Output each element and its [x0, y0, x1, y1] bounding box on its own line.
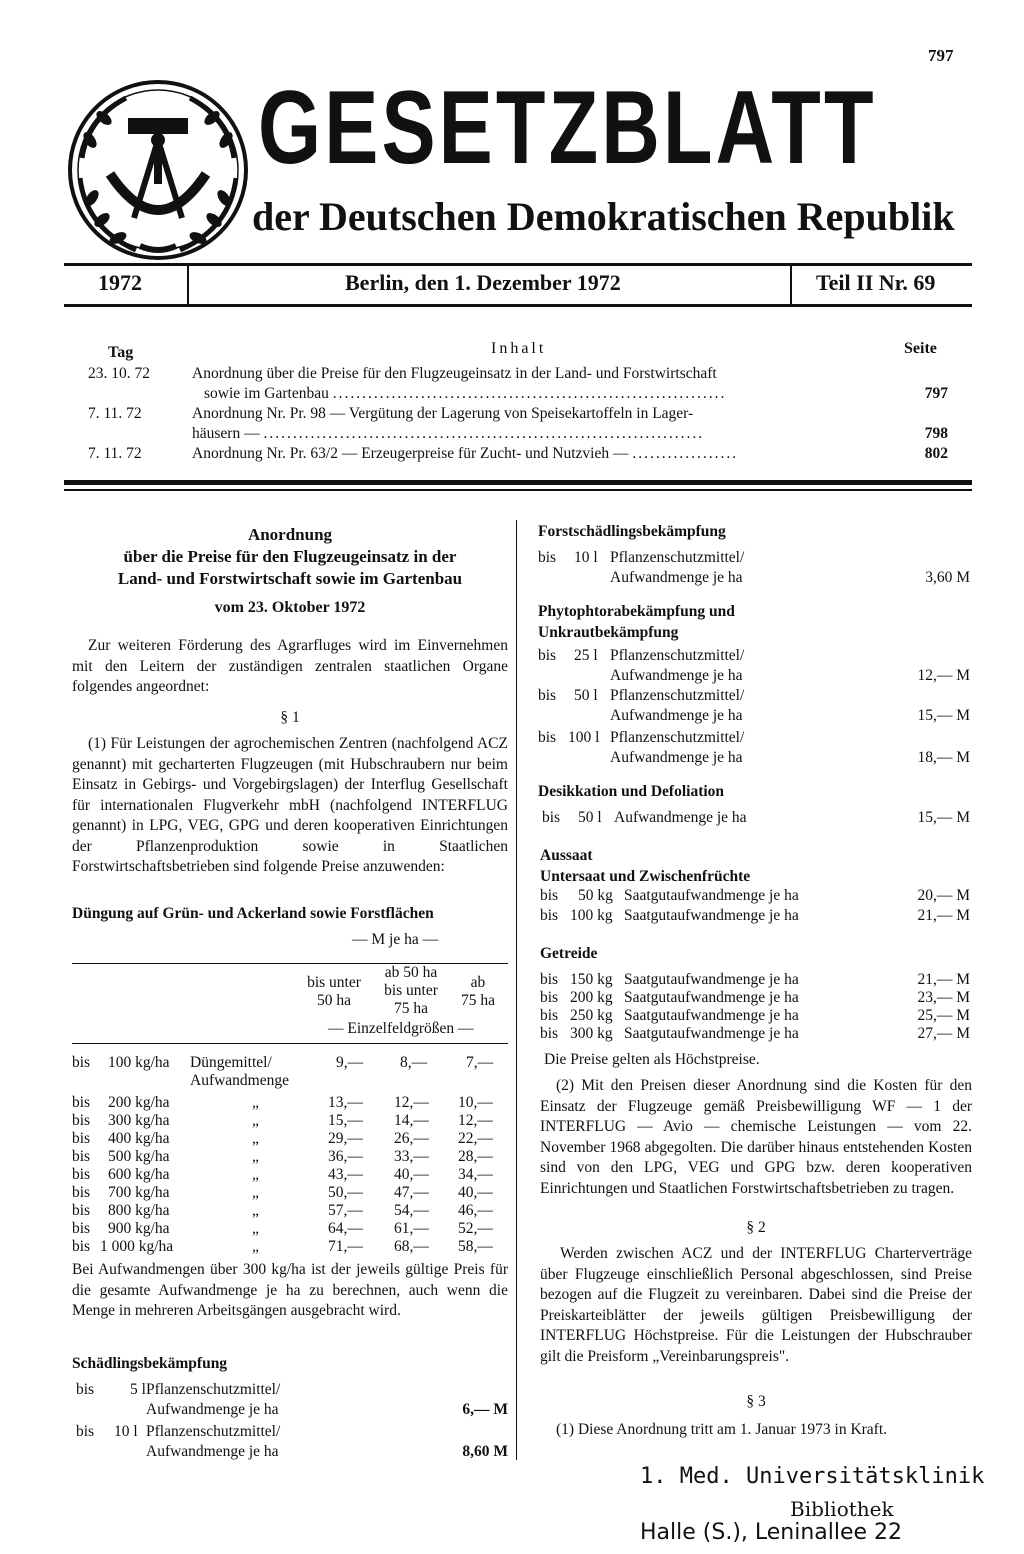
- table-row: bis 1 000 kg/ha „ 71,— 68,— 58,—: [72, 1238, 493, 1255]
- table-row: bis 900 kg/ha „ 64,— 61,— 52,—: [72, 1220, 493, 1237]
- list-item: bis 5 l Pflanzenschutzmittel/ Aufwandmenge je ha 6,— M: [76, 1381, 508, 1418]
- toc-bottom-rule-thick: [64, 480, 972, 485]
- toc-text: Anordnung über die Preise für den Flugzeugeinsatz in der Land- und Forstwirtschaft sowie im Gartenbau ...................................................................: [192, 365, 727, 402]
- list-item: bis 50 kg Saatgutaufwandmenge je ha 20,— M: [540, 887, 970, 904]
- list-item: bis 200 kg Saatgutaufwandmenge je ha 23,— M: [540, 989, 970, 1006]
- issue-place-date: Berlin, den 1. Dezember 1972: [345, 270, 621, 295]
- table-row: bis 400 kg/ha „ 29,— 26,— 22,—: [72, 1130, 493, 1147]
- column-divider: [516, 520, 517, 1460]
- toc-col-page: Seite: [904, 340, 937, 357]
- state-emblem-icon: [66, 78, 250, 262]
- after-table-paragraph: Bei Aufwandmengen über 300 kg/ha ist der jeweils gültige Preis für die gesamte Aufwandmenge je ha zu berechnen, auch wenn die Menge in mehreren Arbeitsgängen ausgebracht wird.: [72, 1261, 508, 1319]
- table-row: bis 100 kg/ha Düngemittel/ 9,— 8,— 7,—: [72, 1054, 494, 1071]
- table-row: bis 300 kg/ha „ 15,— 14,— 12,—: [72, 1112, 493, 1129]
- ordinance-heading: Anordnung über die Preise für den Flugzeugeinsatz in der Land- und Forstwirtschaft sowie im Gartenbau: [117, 525, 463, 588]
- section-1-title: § 1: [280, 709, 300, 726]
- unit-label: — M je ha —: [352, 931, 439, 948]
- pest-control-heading: Schädlingsbekämpfung: [72, 1355, 228, 1372]
- list-item: bis 250 kg Saatgutaufwandmenge je ha 25,— M: [540, 1007, 970, 1024]
- issue-part-number: Teil II Nr. 69: [816, 270, 936, 295]
- section-1-paragraph-1: (1) Für Leistungen der agrochemischen Zentren (nachfolgend ACZ genannt) mit gecharterten Flugzeugen (mit Hubschraubern nur beim Einsatz in Gebirgs- und Vorgebirgslagen) der Interflug Gesellschaft für internationalen Flugverkehr mbH (nachfolgend INTERFLUG genannt) in LPG, VEG, GPG und deren kooperativen Einrichtungen der Pflanzenproduktion sowie in Staatlichen Forstwirtschaftsbetrieben sind folgende Preise anzuwenden:: [72, 735, 508, 875]
- list-item: bis 10 l Pflanzenschutzmittel/ Aufwandmenge je ha 3,60 M: [538, 549, 970, 586]
- library-stamp-line-2: Bibliothek: [790, 1497, 894, 1521]
- toc-page: 798: [924, 425, 948, 442]
- list-item: bis 50 l Aufwandmenge je ha 15,— M: [542, 809, 970, 826]
- masthead-title: GESETZBLATT: [258, 70, 877, 186]
- desiccation-heading: Desikkation und Defoliation: [538, 783, 725, 800]
- table-row: bis 700 kg/ha „ 50,— 47,— 40,—: [72, 1184, 493, 1201]
- max-price-note: Die Preise gelten als Höchstpreise.: [544, 1051, 760, 1068]
- library-stamp-line-1: 1. Med. Universitätsklinik: [640, 1464, 985, 1489]
- toc-page: 797: [924, 385, 948, 402]
- header-bottom-rule: [64, 304, 972, 307]
- table-row: bis 600 kg/ha „ 43,— 40,— 34,—: [72, 1166, 493, 1183]
- table-row: Aufwandmenge: [190, 1072, 289, 1089]
- toc-text: Anordnung Nr. Pr. 98 — Vergütung der Lagerung von Speisekartoffeln in Lager- häusern — ...........................................................................: [192, 405, 705, 442]
- table-row: bis 200 kg/ha „ 13,— 12,— 10,—: [72, 1094, 493, 1111]
- toc-col-content: Inhalt: [491, 340, 547, 357]
- toc-text: Anordnung Nr. Pr. 63/2 — Erzeugerpreise für Zucht- und Nutzvieh — ..................: [192, 445, 739, 462]
- grain-heading: Getreide: [540, 945, 598, 962]
- ordinance-date: vom 23. Oktober 1972: [214, 599, 366, 616]
- library-stamp-line-3: Halle (S.), Leninallee 22: [640, 1520, 903, 1545]
- toc-date: 7. 11. 72: [88, 405, 142, 422]
- fertilizer-heading: Düngung auf Grün- und Ackerland sowie Forstflächen: [72, 905, 434, 922]
- section-3-paragraph: (1) Diese Anordnung tritt am 1. Januar 1973 in Kraft.: [556, 1421, 888, 1438]
- masthead-subtitle: der Deutschen Demokratischen Republik: [252, 194, 955, 239]
- list-item: bis 150 kg Saatgutaufwandmenge je ha 21,— M: [540, 971, 970, 988]
- header-divider-1: [187, 266, 189, 304]
- table-row: bis 800 kg/ha „ 57,— 54,— 46,—: [72, 1202, 493, 1219]
- forest-pest-heading: Forstschädlingsbekämpfung: [538, 523, 726, 540]
- list-item: bis 50 l Pflanzenschutzmittel/ Aufwandmenge je ha 15,— M: [538, 687, 970, 724]
- phyto-heading: Phytophtorabekämpfung und Unkrautbekämpfung: [538, 603, 735, 641]
- toc-date: 23. 10. 72: [88, 365, 150, 382]
- list-item: bis 10 l Pflanzenschutzmittel/ Aufwandmenge je ha 8,60 M: [76, 1423, 508, 1460]
- list-item: bis 300 kg Saatgutaufwandmenge je ha 27,— M: [540, 1025, 970, 1042]
- list-item: bis 100 kg Saatgutaufwandmenge je ha 21,— M: [540, 907, 970, 924]
- list-item: bis 100 l Pflanzenschutzmittel/ Aufwandmenge je ha 18,— M: [538, 729, 970, 766]
- intro-paragraph: Zur weiteren Förderung des Agrarfluges wird im Einvernehmen mit den Leitern der zuständigen zentralen staatlichen Organe folgendes angeordnet:: [72, 637, 508, 695]
- sowing-heading: Aussaat Untersaat und Zwischenfrüchte: [540, 847, 751, 885]
- table-span-header: — Einzelfeldgrößen —: [328, 1020, 474, 1037]
- toc-date: 7. 11. 72: [88, 445, 142, 462]
- section-1-paragraph-2: (2) Mit den Preisen dieser Anordnung sind die Kosten für den Einsatz der Flugzeuge gemäß Preisbewilligung WF — 1 der INTERFLUG — Avio — chemische Leistungen — vom 22. November 1968 abgegolten. Die darüber hinaus entstehenden Kosten sind von den LPG, VEG und GPG bzw. deren kooperativen Einrichtungen und Staatlichen Forstwirtschaftsbetrieben zu tragen.: [540, 1077, 972, 1197]
- issue-year: 1972: [98, 270, 142, 295]
- table-row: bis 500 kg/ha „ 36,— 33,— 28,—: [72, 1148, 493, 1165]
- toc-bottom-rule-thin: [64, 489, 972, 491]
- toc-entry: [88, 404, 948, 446]
- page-number: 797: [928, 46, 954, 65]
- toc-entry: [88, 364, 948, 406]
- toc-col-day: Tag: [108, 344, 134, 361]
- toc-page: 802: [924, 445, 948, 462]
- section-2-title: § 2: [746, 1219, 766, 1236]
- section-2-paragraph: Werden zwischen ACZ und der INTERFLUG Charterverträge über Flugzeuge einschließlich Personal abgeschlossen, sind Preise bezogen auf die Flugzeit zu vereinbaren. Dabei sind die Preise der Preiskarteiblätter der jeweils gültigen Preisbewilligung der INTERFLUG Höchstpreise. Für die Leistungen der Hubschrauber gilt die Preisform „Vereinbarungspreis".: [540, 1245, 972, 1365]
- list-item: bis 25 l Pflanzenschutzmittel/ Aufwandmenge je ha 12,— M: [538, 647, 970, 684]
- section-3-title: § 3: [746, 1393, 766, 1410]
- toc-entry: [88, 444, 948, 466]
- table-header-rule: [72, 1043, 508, 1044]
- header-divider-2: [790, 266, 792, 304]
- header-top-rule: [64, 263, 972, 266]
